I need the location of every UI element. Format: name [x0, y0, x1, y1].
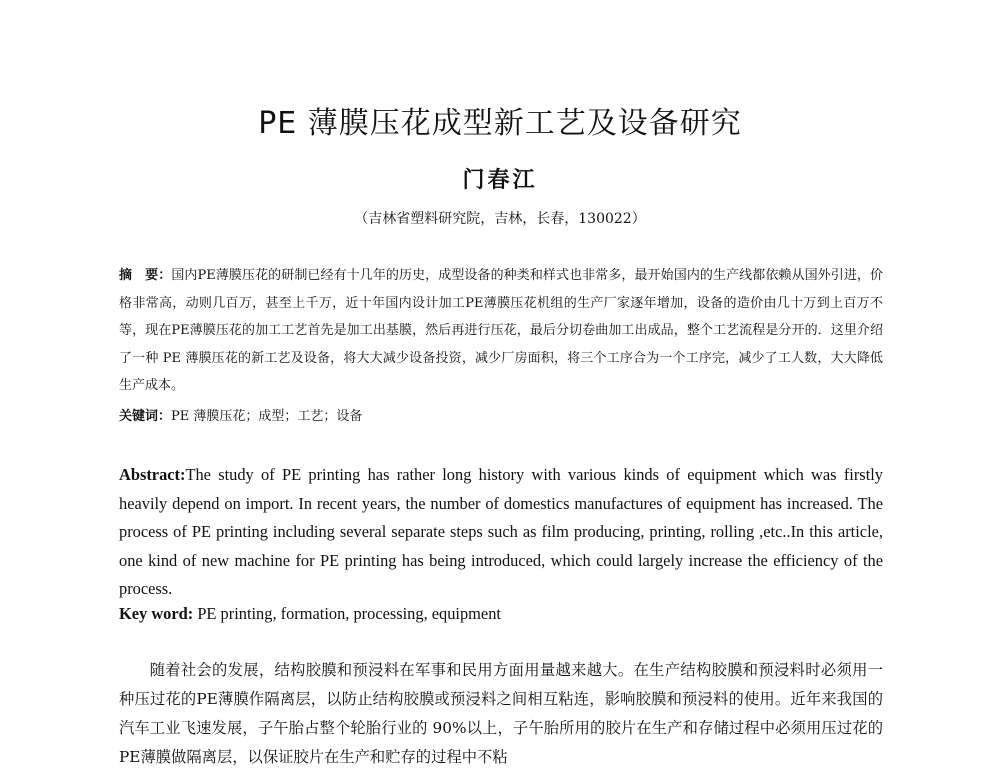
abstract-en-label: Abstract:: [119, 465, 186, 484]
abstract-cn-label: 摘 要：: [119, 268, 172, 283]
abstract-en-text: The study of PE printing has rather long history with various kinds of equipment which was firstly heavily depend on import. In recent years, the number of domestics manufactures of equipment has increased. The process of PE printing including several separate steps such as film producing, printing, rolling ,etc..In this article, one kind of new machine for PE printing has being introduced, which could largely increase the efficiency of the process.: [119, 465, 883, 598]
keywords-en: [119, 600, 883, 628]
affiliation: （吉林省塑料研究院，吉林，长春，130022）: [354, 211, 646, 227]
keywords-en-text: PE printing, formation, processing, equipment: [197, 604, 501, 623]
keywords-en-label: Key word:: [119, 604, 194, 623]
abstract-cn-text: 国内PE薄膜压花的研制已经有十几年的历史，成型设备的种类和样式也非常多，最开始国内的生产线都依赖从国外引进，价格非常高，动则几百万，甚至上千万，近十年国内设计加工PE薄膜压花机组的生产厂家逐年增加，设备的造价由几十万到上百万不等，现在PE薄膜压花的加工工艺首先是加工出基膜，然后再进行压花，最后分切卷曲加工出成品，整个工艺流程是分开的．这里介绍了一种 PE 薄膜压花的新工艺及设备，将大大减少设备投资，减少厂房面积，将三个工序合为一个工序完，减少了工人数，大大降低生产成本。: [119, 268, 883, 393]
author-name: 门春江: [462, 167, 538, 193]
abstract-en: [119, 461, 883, 604]
keywords-cn-text: PE 薄膜压花；成型；工艺；设备: [171, 409, 363, 424]
body-paragraph: 随着社会的发展，结构胶膜和预浸料在军事和民用方面用量越来越大。在生产结构胶膜和预浸料时必须用一种压过花的PE薄膜作隔离层，以防止结构胶膜或预浸料之间相互粘连，影响胶膜和预浸料的使用。近年来我国的汽车工业飞速发展，子午胎占整个轮胎行业的 90%以上，子午胎所用的胶片在生产和存储过程中必须用压过花的PE薄膜做隔离层，以保证胶片在生产和贮存的过程中不粘: [119, 661, 883, 766]
paper-title: PE 薄膜压花成型新工艺及设备研究: [258, 106, 742, 141]
abstract-cn: [119, 262, 883, 400]
keywords-cn: [119, 403, 883, 430]
keywords-cn-label: 关键词：: [119, 409, 172, 424]
